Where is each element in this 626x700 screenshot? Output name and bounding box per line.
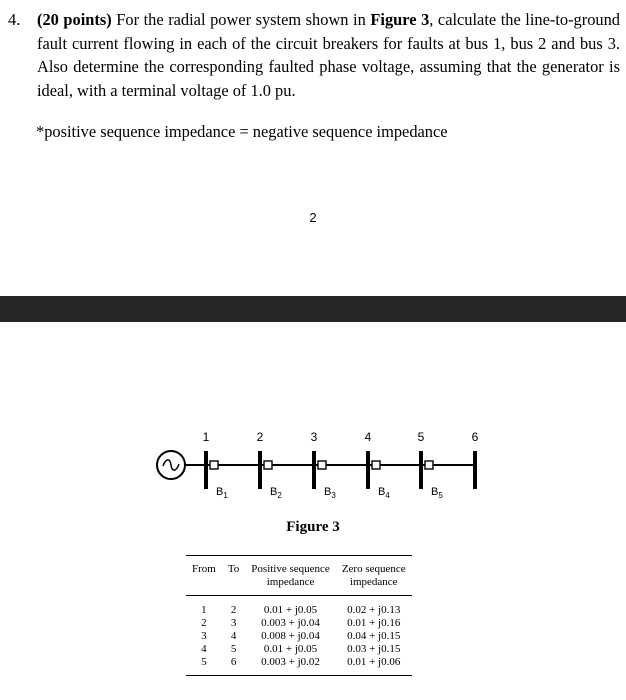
- cell-zero: 0.02 + j0.13: [347, 604, 401, 616]
- cell-positive: 0.01 + j0.05: [263, 604, 318, 616]
- radial-system-diagram: [0, 420, 626, 520]
- question-points: (20 points): [37, 10, 112, 29]
- cell-zero: 0.01 + j0.06: [347, 656, 401, 668]
- question-text: [8, 8, 620, 102]
- breaker-label-b1: $B_1$: [216, 486, 228, 500]
- table-header-row: [186, 556, 412, 596]
- header-from: From: [186, 556, 222, 596]
- breaker-b3: [318, 461, 326, 469]
- breaker-label-b3: $B_3$: [324, 486, 336, 500]
- cell-from: 5: [201, 656, 207, 668]
- question-body: [37, 8, 620, 102]
- header-zero: Zero sequence impedance: [336, 556, 412, 596]
- header-to: To: [222, 556, 245, 596]
- figure-caption: Figure 3: [286, 519, 340, 535]
- breaker-b2: [264, 461, 272, 469]
- cell-positive: 0.003 + j0.04: [261, 617, 320, 629]
- question-text-b: , calculate the line-to-ground fault current flowing in each of the circuit breakers for faults at bus 1, bus 2 and bus 3. Also determine the corresponding faulted phase voltage, assuming that the generator is ideal, with a terminal voltage of 1.0 pu.: [37, 10, 620, 100]
- breaker-b1: [210, 461, 218, 469]
- cell-zero: 0.03 + j0.15: [347, 643, 401, 655]
- cell-from: 3: [201, 630, 207, 642]
- cell-to: 3: [230, 617, 237, 629]
- breaker-b5: [425, 461, 433, 469]
- cell-positive: 0.008 + j0.04: [261, 630, 320, 642]
- cell-to: 5: [230, 643, 237, 655]
- breaker-label-b4: $B_4$: [378, 486, 390, 500]
- breaker-label-b2: $B_2$: [270, 486, 282, 500]
- header-positive: Positive sequence impedance: [245, 556, 336, 596]
- impedance-table: [186, 555, 412, 676]
- breaker-b4: [372, 461, 380, 469]
- table-row: [186, 630, 412, 643]
- cell-to: 6: [230, 656, 237, 668]
- cell-from: 1: [201, 604, 207, 616]
- breaker-label-b5: $B_5$: [431, 486, 443, 500]
- question-number: 4.: [8, 10, 21, 29]
- cell-to: 2: [230, 604, 237, 616]
- generator-wave: [163, 460, 179, 470]
- figure-reference: Figure 3: [370, 10, 430, 29]
- table-row: [186, 617, 412, 630]
- cell-positive: 0.01 + j0.05: [263, 643, 318, 655]
- table-row: [186, 643, 412, 656]
- table-row: [186, 656, 412, 676]
- cell-from: 2: [201, 617, 207, 629]
- table-row: [186, 596, 412, 618]
- bus-label-4: 4: [364, 430, 372, 444]
- bus-label-3: 3: [310, 430, 318, 444]
- cell-zero: 0.04 + j0.15: [347, 630, 401, 642]
- page-divider-bar: [0, 296, 626, 322]
- cell-from: 4: [201, 643, 207, 655]
- bus-label-2: 2: [256, 430, 264, 444]
- bus-label-5: 5: [417, 430, 425, 444]
- bus-label-1: 1: [202, 430, 210, 444]
- cell-positive: 0.003 + j0.02: [261, 656, 320, 668]
- sequence-note: *positive sequence impedance = negative sequence impedance: [36, 122, 448, 141]
- page-number: 2: [309, 210, 317, 225]
- cell-to: 4: [230, 630, 237, 642]
- bus-label-6: 6: [471, 430, 479, 444]
- question-text-a: For the radial power system shown in: [111, 10, 371, 29]
- cell-zero: 0.01 + j0.16: [347, 617, 401, 629]
